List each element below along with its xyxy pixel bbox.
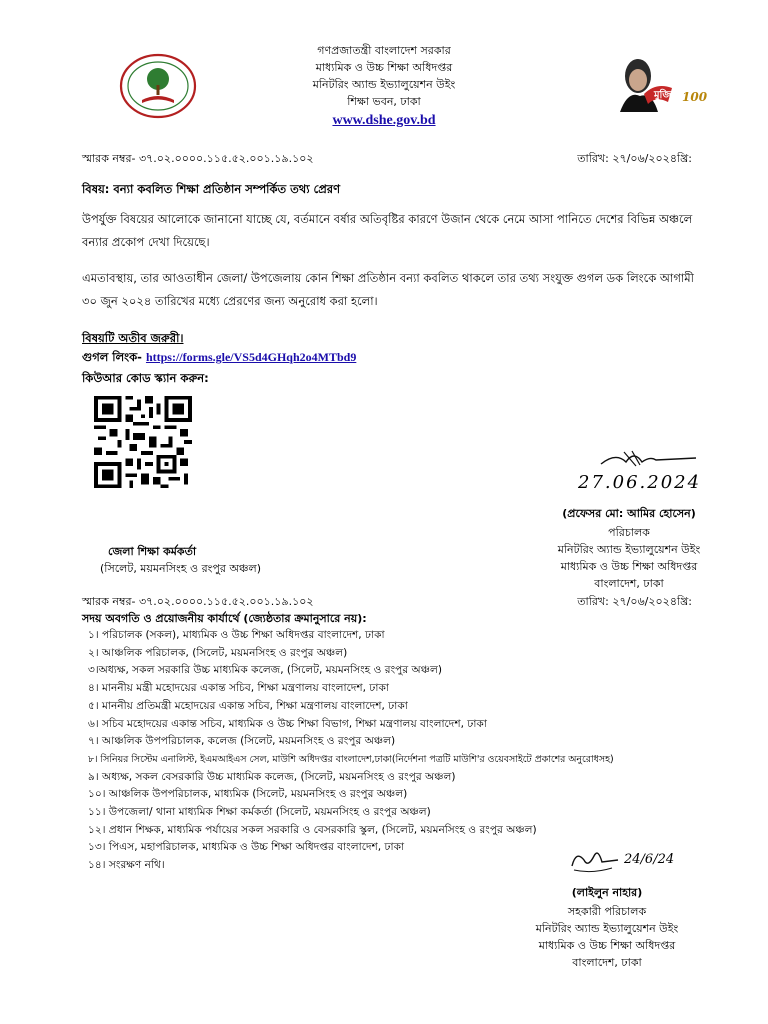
mujib-100-logo xyxy=(610,52,706,112)
list-item: ১২। প্রধান শিক্ষক, মাধ্যমিক পর্যায়ের সকল সরকারি ও বেসরকারি স্কুল, (সিলেট, ময়মনসিংহ ও রংপুর অঞ্চল) xyxy=(88,823,537,836)
dshe-logo xyxy=(118,52,198,120)
mujib-100-badge: 100 xyxy=(682,90,708,104)
signatory-1-name: (প্রফেসর মো: আমির হোসেন) xyxy=(562,507,696,520)
recipient-title: জেলা শিক্ষা কর্মকর্তা xyxy=(108,545,197,558)
list-item: ৯। অধ্যক্ষ, সকল বেসরকারি উচ্চ মাধ্যমিক কলেজ, (সিলেট, ময়মনসিংহ ও রংপুর অঞ্চল) xyxy=(88,770,456,783)
list-item: ১। পরিচালক (সকল), মাধ্যমিক ও উচ্চ শিক্ষা অধিদপ্তর বাংলাদেশ, ঢাকা xyxy=(88,629,385,641)
govt-name: গণপ্রজাতন্ত্রী বাংলাদেশ সরকার xyxy=(317,44,451,57)
list-item: ২। আঞ্চলিক পরিচালক, (সিলেট, ময়মনসিংহ ও রংপুর অঞ্চল) xyxy=(88,646,348,659)
letterhead xyxy=(234,42,534,129)
memo-number: স্মারক নম্বর- ৩৭.০২.০০০০.১১৫.৫২.০০১.১৯.১০২ xyxy=(82,152,314,165)
list-item: ৪। মাননীয় মন্ত্রী মহোদয়ের একান্ত সচিব, শিক্ষা মন্ত্রণালয় বাংলাদেশ, ঢাকা xyxy=(88,682,389,695)
cc-heading: সদয় অবগতি ও প্রয়োজনীয় কার্যার্থে (জ্যেষ্ঠতার ক্রমানুসারে নয়): xyxy=(82,612,367,625)
list-item: ৬। সচিব মহোদয়ের একান্ত সচিব, মাধ্যমিক ও উচ্চ শিক্ষা বিভাগ, শিক্ষা মন্ত্রণালয় বাংলাদেশ, ঢাকা xyxy=(88,717,487,730)
body-paragraph-1: উপর্যুক্ত বিষয়ের আলোকে জানানো যাচ্ছে যে, বর্তমানে বর্ষার অতিবৃষ্টির কারণে উজান থেকে নেমে আসা পানিতে দেশের বিভিন্ন অঞ্চলে বন্যার প্রকোপ দেখা দিয়েছে। xyxy=(82,212,693,249)
list-item: ১১। উপজেলা/ থানা মাধ্যমিক শিক্ষা কর্মকর্তা (সিলেট, ময়মনসিংহ ও রংপুর অঞ্চল) xyxy=(88,806,431,819)
signatory-2-wing: মনিটরিং অ্যান্ড ইভ্যালুয়েশন উইং xyxy=(535,922,679,935)
subject-text: বন্যা কবলিত শিক্ষা প্রতিষ্ঠান সম্পর্কিত তথ্য প্রেরণ xyxy=(109,182,341,196)
google-form-link[interactable]: https://forms.gle/VS5d4GHqh2o4MTbd9 xyxy=(145,350,357,364)
subject-line xyxy=(82,181,340,200)
signatory-2-office: মাধ্যমিক ও উচ্চ শিক্ষা অধিদপ্তর xyxy=(538,939,676,952)
google-link-row xyxy=(82,349,356,368)
signatory-1-place: বাংলাদেশ, ঢাকা xyxy=(594,577,664,590)
signatory-2-place: বাংলাদেশ, ঢাকা xyxy=(572,956,642,969)
wing-name: মনিটরিং অ্যান্ড ইভ্যালুয়েশন উইং xyxy=(312,78,456,91)
qr-instruction: কিউআর কোড স্ক্যান করুন: xyxy=(82,371,209,385)
website-link[interactable]: www.dshe.gov.bd xyxy=(332,113,436,128)
list-item: ৫। মাননীয় প্রতিমন্ত্রী মহোদয়ের একান্ত সচিব, শিক্ষা মন্ত্রণালয় বাংলাদেশ, ঢাকা xyxy=(88,699,408,712)
list-item: ৮। সিনিয়র সিস্টেম এনালিস্ট, ইএমআইএস সেল, মাউশি অধিদপ্তর বাংলাদেশ,ঢাকা(নির্দেশনা পত্রটি মাউশি'র ওয়েবসাইটে প্রকাশের অনুরোধসহ) xyxy=(88,753,614,765)
memo-number-2: স্মারক নম্বর- ৩৭.০২.০০০০.১১৫.৫২.০০১.১৯.১০২ xyxy=(82,595,314,608)
list-item: ৭। আঞ্চলিক উপপরিচালক, কলেজ (সিলেট, ময়মনসিংহ ও রংপুর অঞ্চল) xyxy=(88,735,396,748)
signature-2 xyxy=(568,846,628,876)
office-address: শিক্ষা ভবন, ঢাকা xyxy=(347,95,421,108)
signatory-2-name: (লাইলুন নাহার) xyxy=(571,886,643,899)
list-item: ১৪। সংরক্ষণ নথি। xyxy=(88,859,165,872)
signatory-1-office: মাধ্যমিক ও উচ্চ শিক্ষা অধিদপ্তর xyxy=(560,560,698,573)
google-link-label: গুগল লিংক- xyxy=(82,350,146,364)
qr-code[interactable] xyxy=(94,396,192,488)
signature-1-date: 27.06.2024 xyxy=(578,472,702,493)
signatory-2-title: সহকারী পরিচালক xyxy=(567,905,647,918)
memo-date-2: তারিখ: ২৭/০৬/২০২৪খ্রি: xyxy=(577,595,692,608)
svg-text:মুজিব: মুজিব xyxy=(654,90,677,101)
memo-date: তারিখ: ২৭/০৬/২০২৪খ্রি: xyxy=(577,152,692,165)
list-item: ১৩। পিএস, মহাপরিচালক, মাধ্যমিক ও উচ্চ শিক্ষা অধিদপ্তর বাংলাদেশ, ঢাকা xyxy=(88,841,405,854)
signatory-1-block xyxy=(530,505,728,592)
list-item: ১০। আঞ্চলিক উপপরিচালক, মাধ্যমিক (সিলেট, ময়মনসিংহ ও রংপুর অঞ্চল) xyxy=(88,788,408,801)
signature-1 xyxy=(596,448,706,470)
list-item: ৩।অধ্যক্ষ, সকল সরকারি উচ্চ মাধ্যমিক কলেজ, (সিলেট, ময়মনসিংহ ও রংপুর অঞ্চল) xyxy=(88,664,443,677)
signatory-1-title: পরিচালক xyxy=(608,526,650,539)
subject-label: বিষয়: xyxy=(82,182,110,196)
recipient-region: (সিলেট, ময়মনসিংহ ও রংপুর অঞ্চল) xyxy=(100,562,262,575)
cc-list xyxy=(88,627,708,875)
signatory-1-wing: মনিটরিং অ্যান্ড ইভ্যালুয়েশন উইং xyxy=(557,543,701,556)
signature-2-date: 24/6/24 xyxy=(624,852,675,867)
body-paragraph-2: এমতাবস্থায়, তার আওতাধীন জেলা/ উপজেলায় কোন শিক্ষা প্রতিষ্ঠান বন্যা কবলিত থাকলে তার তথ্য সংযুক্ত গুগল ডক লিংকে আগামী ৩০ জুন ২০২৪ তারিখের মধ্যে প্রেরণের জন্য অনুরোধ করা হলো। xyxy=(82,271,694,308)
signatory-2-block xyxy=(510,884,704,971)
directorate-name: মাধ্যমিক ও উচ্চ শিক্ষা অধিদপ্তর xyxy=(315,61,453,74)
urgent-notice: বিষয়টি অতীব জরুরী। xyxy=(82,331,184,345)
